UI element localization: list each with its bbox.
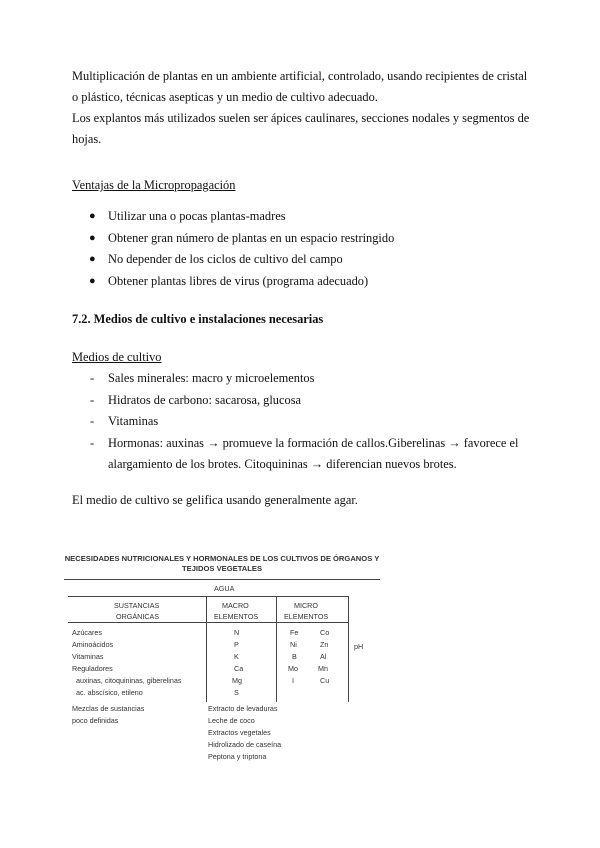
macro-item: P bbox=[234, 640, 239, 649]
micro-item: Co bbox=[320, 628, 330, 637]
table-divider bbox=[348, 596, 349, 702]
list-item-text: Utilizar una o pocas plantas-madres bbox=[108, 209, 286, 223]
intro-paragraph-2: Los explantos más utilizados suelen ser ápices caulinares, secciones nodales y segmentos de hojas. bbox=[72, 111, 530, 146]
mezclas-label-2: poco definidas bbox=[72, 716, 119, 725]
dash-marker: - bbox=[90, 414, 95, 428]
table-title-line-1: NECESIDADES NUTRICIONALES Y HORMONALES DE LOS CULTIVOS DE ÓRGANOS Y bbox=[64, 554, 380, 563]
organica-item: Azúcares bbox=[72, 628, 102, 637]
col-organicas-header: SUSTANCIAS bbox=[114, 601, 160, 610]
extracto-item: Peptona y triptona bbox=[208, 752, 267, 761]
list-item-text: Obtener plantas libres de virus (programa adecuado) bbox=[108, 273, 369, 288]
col-organicas-header-2: ORGÁNICAS bbox=[116, 612, 160, 621]
list-item bbox=[72, 206, 532, 228]
organica-item: auxinas, citoquininas, giberelinas bbox=[76, 676, 182, 685]
section-heading: 7.2. Medios de cultivo e instalaciones necesarias bbox=[72, 312, 324, 326]
micro-item: I bbox=[292, 676, 294, 685]
col-macro-header: MACRO bbox=[222, 601, 249, 610]
bullet-icon: ● bbox=[89, 231, 96, 244]
list-item-text: No depender de los ciclos de cultivo del campo bbox=[108, 252, 343, 266]
medios-list bbox=[72, 368, 532, 476]
closing-paragraph: El medio de cultivo se gelifica usando generalmente agar. bbox=[72, 492, 358, 507]
extracto-item: Leche de coco bbox=[208, 716, 255, 725]
list-item-text: Obtener gran número de plantas en un espacio restringido bbox=[108, 230, 395, 245]
micro-item: B bbox=[292, 652, 297, 661]
dash-marker: - bbox=[90, 392, 95, 407]
table-divider bbox=[68, 596, 348, 597]
ventajas-heading: Ventajas de la Micropropagación bbox=[72, 178, 236, 192]
micro-item: Mo bbox=[288, 664, 298, 673]
table-title-line-2: TEJIDOS VEGETALES bbox=[181, 564, 263, 573]
micro-item: Zn bbox=[320, 640, 329, 649]
list-item-text: Hidratos de carbono: sacarosa, glucosa bbox=[108, 392, 302, 407]
micro-item: Cu bbox=[320, 676, 330, 685]
bullet-icon: ● bbox=[89, 210, 96, 222]
list-item bbox=[72, 228, 532, 250]
extracto-item: Extracto de levaduras bbox=[208, 704, 278, 713]
micro-item: Mn bbox=[318, 664, 328, 673]
table-divider bbox=[276, 596, 277, 702]
ph-label: pH bbox=[354, 642, 364, 651]
list-item-text: Sales minerales: macro y microelementos bbox=[108, 371, 315, 385]
micro-item: Al bbox=[320, 652, 327, 661]
bullet-icon: ● bbox=[89, 253, 96, 265]
organica-item: Vitaminas bbox=[72, 652, 104, 661]
mezclas-label: Mezclas de sustancias bbox=[72, 704, 145, 713]
micro-item: Fe bbox=[290, 628, 299, 637]
intro-paragraph-1: Multiplicación de plantas en un ambiente artificial, controlado, usando recipientes de cristal o plástico, técnicas asepticas y un medio de cultivo adecuado. bbox=[72, 69, 528, 104]
macro-item: N bbox=[234, 628, 240, 637]
macro-item: S bbox=[234, 688, 239, 697]
organica-item: Aminoácidos bbox=[72, 640, 114, 649]
macro-item: Ca bbox=[234, 664, 244, 673]
list-item bbox=[72, 433, 532, 476]
document-page bbox=[72, 66, 532, 511]
list-item bbox=[72, 249, 532, 271]
list-item bbox=[72, 271, 532, 293]
list-item bbox=[72, 368, 532, 390]
organica-item: ac. abscísico, etileno bbox=[76, 688, 143, 697]
ventajas-list bbox=[72, 206, 532, 292]
medios-heading: Medios de cultivo bbox=[72, 350, 162, 364]
col-micro-header: MICRO bbox=[294, 601, 318, 610]
micro-item: Ni bbox=[290, 640, 297, 649]
dash-marker: - bbox=[90, 371, 95, 385]
col-macro-header-2: ELEMENTOS bbox=[214, 612, 259, 621]
macro-item: Mg bbox=[232, 676, 242, 685]
table-divider bbox=[68, 622, 348, 623]
table-divider bbox=[64, 579, 380, 580]
list-item bbox=[72, 390, 532, 412]
col-micro-header-2: ELEMENTOS bbox=[284, 612, 329, 621]
bullet-icon: ● bbox=[89, 274, 96, 287]
extracto-item: Extractos vegetales bbox=[208, 728, 271, 737]
organica-item: Reguladores bbox=[72, 664, 113, 673]
nutrition-table-figure bbox=[64, 554, 380, 770]
extracto-item: Hidrolizado de caseína bbox=[208, 740, 282, 749]
dash-marker: - bbox=[90, 435, 95, 450]
agua-label: AGUA bbox=[214, 584, 235, 593]
list-item-text: Vitaminas bbox=[108, 414, 159, 428]
list-item bbox=[72, 411, 532, 433]
list-item-text: Hormonas: auxinas → promueve la formación de callos.Giberelinas → favorece el alargamiento de los brotes. Citoquininas → diferencian nuevos brotes. bbox=[108, 435, 519, 471]
macro-item: K bbox=[234, 652, 239, 661]
table-divider bbox=[206, 596, 207, 702]
